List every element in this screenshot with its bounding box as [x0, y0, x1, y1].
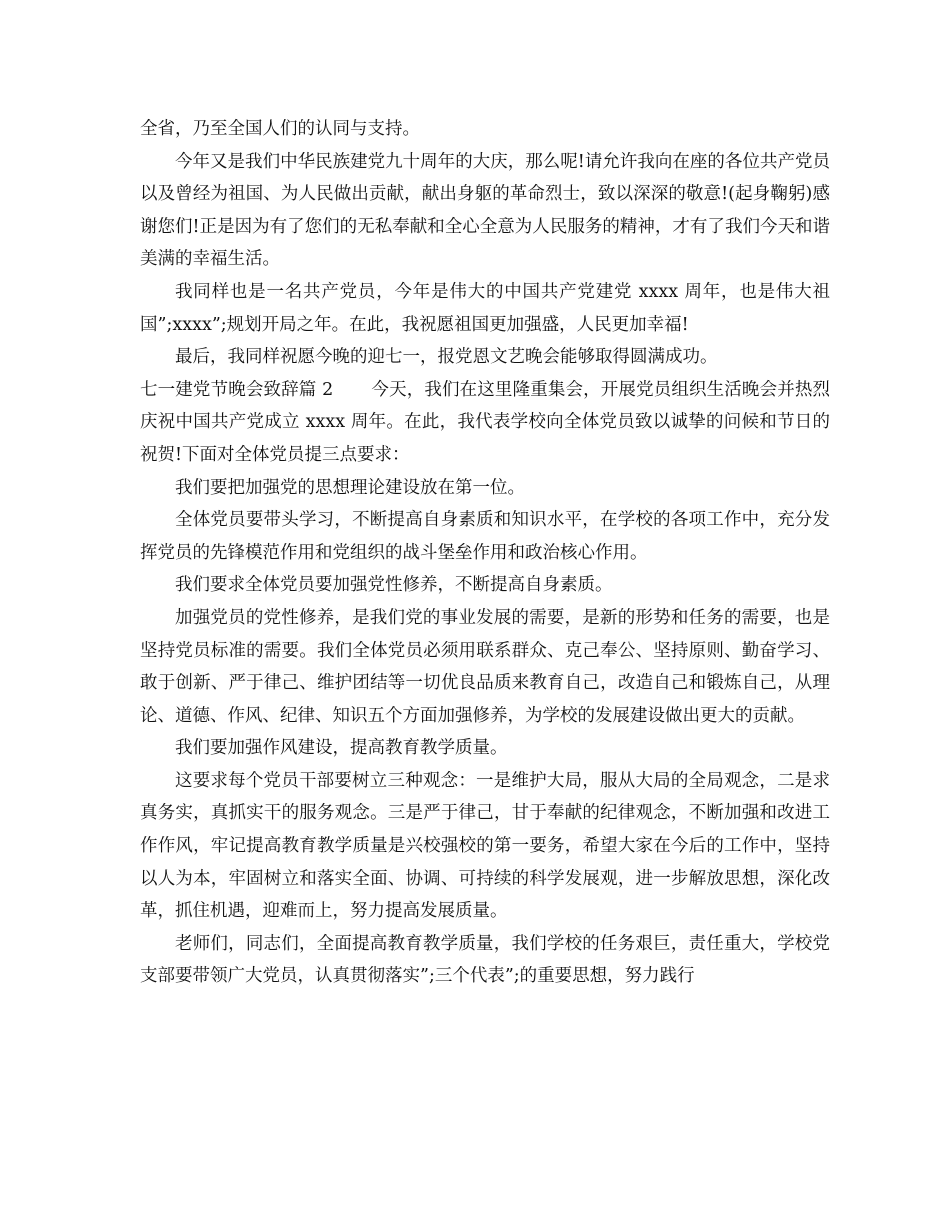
paragraph-12: 老师们，同志们，全面提高教育教学质量，我们学校的任务艰巨，责任重大，学校党支部要带领广大党员，认真贯彻落实”;三个代表”;的重要思想，努力践行	[140, 933, 830, 987]
section-2-opening	[140, 374, 830, 472]
paragraph-11: 这要求每个党员干部要树立三种观念：一是维护大局，服从大局的全局观念，二是求真务实，真抓实干的服务观念。三是严于律己，甘于奉献的纪律观念，不断加强和改进工作作风，牢记提高教育教学质量是兴校强校的第一要务，希望大家在今后的工作中，坚持以人为本，牢固树立和落实全面、协调、可持续的科学发展观，进一步解放思想，深化改革，抓住机遇，迎难而上，努力提高发展质量。	[140, 770, 830, 922]
paragraph-1: 全省，乃至全国人们的认同与支持。	[140, 119, 420, 139]
paragraph-7: 全体党员要带头学习，不断提高自身素质和知识水平，在学校的各项工作中，充分发挥党员的先锋模范作用和党组织的战斗堡垒作用和政治核心作用。	[140, 510, 830, 563]
paragraph-3: 我同样也是一名共产党员，今年是伟大的中国共产党建党 xxxx 周年，也是伟大祖国”;xxxx”;规划开局之年。在此，我祝愿祖国更加强盛，人民更加幸福!	[140, 281, 830, 335]
paragraph-2: 今年又是我们中华民族建党九十周年的大庆，那么呢!请允许我向在座的各位共产党员以及曾经为祖国、为人民做出贡献，献出身躯的革命烈士，致以深深的敬意!(起身鞠躬)感谢您们!正是因为有了您们的无私奉献和全心全意为人民服务的精神，才有了我们今天和谐美满的幸福生活。	[140, 151, 830, 270]
section-heading: 七一建党节晚会致辞篇 2	[140, 379, 334, 400]
paragraph-10: 我们要加强作风建设，提高教育教学质量。	[175, 738, 508, 759]
section-intro: 今天，我们在这里隆重集会，开展党员组织生活晚会并热烈庆祝中国共产党成立 xxxx 周年。在此，我代表学校向全体党员致以诚挚的问候和节日的祝贺!下面对全体党员提三点要求：	[140, 379, 831, 465]
paragraph-6: 我们要把加强党的思想理论建设放在第一位。	[175, 477, 525, 498]
paragraph-9: 加强党员的党性修养，是我们党的事业发展的需要，是新的形势和任务的需要，也是坚持党员标准的需要。我们全体党员必须用联系群众、克己奉公、坚持原则、勤奋学习、敢于创新、严于律己、维护团结等一切优良品质来教育自己，改造自己和锻炼自己，从理论、道德、作风、纪律、知识五个方面加强修养，为学校的发展建设做出更大的贡献。	[140, 607, 830, 726]
document-body	[140, 113, 830, 993]
paragraph-4: 最后，我同样祝愿今晚的迎七一，报党恩文艺晚会能够取得圆满成功。	[175, 347, 718, 368]
paragraph-8: 我们要求全体党员要加强党性修养，不断提高自身素质。	[175, 575, 613, 596]
